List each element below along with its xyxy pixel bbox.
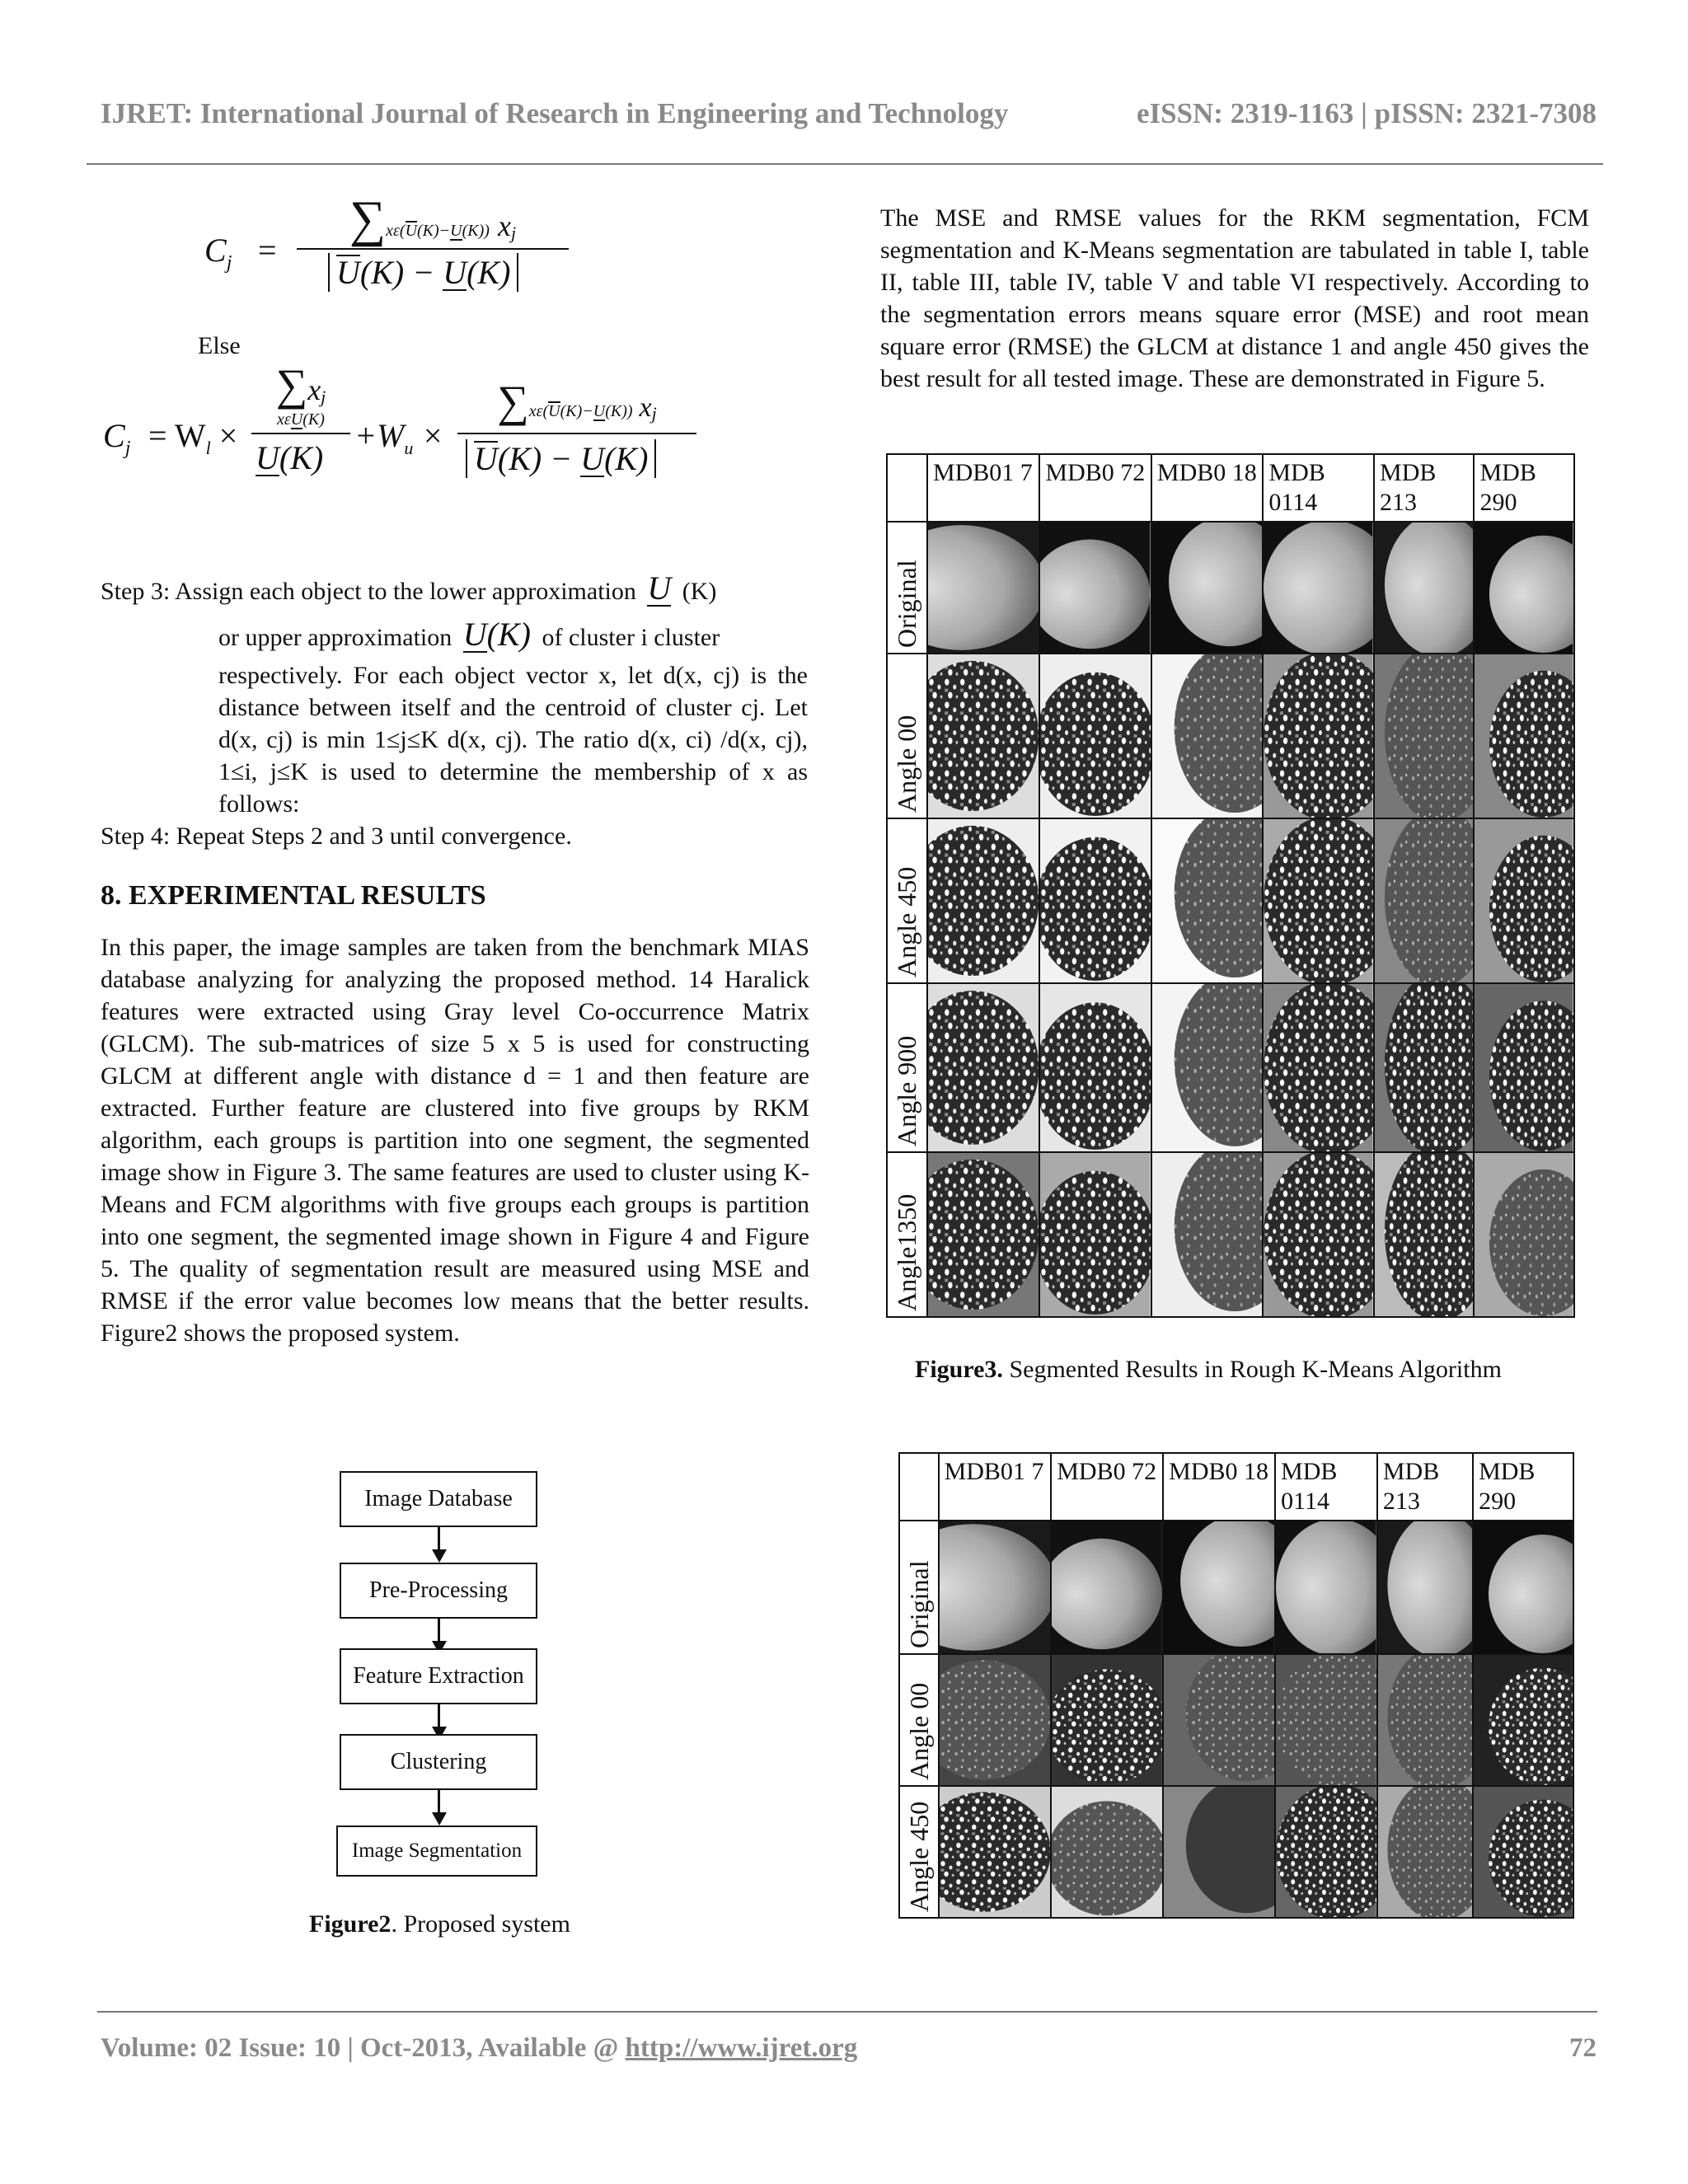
- segmented-image: [927, 983, 1039, 1152]
- step3-upper-tail: of cluster i cluster: [542, 624, 720, 651]
- row-label: Angle 450: [887, 818, 927, 983]
- row-label: Angle 00: [899, 1654, 939, 1786]
- row-label: Angle 450: [899, 1786, 939, 1918]
- flow-box-image-database: Image Database: [340, 1471, 537, 1527]
- mammogram-image: [939, 1521, 1052, 1654]
- row-label: Original: [887, 522, 927, 654]
- col-header: MDB0 18: [1163, 1453, 1275, 1521]
- segmented-image: [927, 654, 1039, 818]
- flow-box-pre-processing: Pre-Processing: [340, 1563, 537, 1619]
- else-label: Else: [198, 332, 241, 359]
- segmented-image: [1374, 983, 1474, 1152]
- mammogram-image: [1263, 522, 1374, 654]
- flow-box-clustering: Clustering: [340, 1734, 537, 1790]
- running-header: [101, 97, 1597, 130]
- segmented-image: [1374, 654, 1474, 818]
- journal-title: IJRET: International Journal of Research in Engineering and Technology: [101, 97, 1009, 129]
- segmented-image: [1263, 654, 1374, 818]
- mammogram-image: [1474, 522, 1574, 654]
- table-row: [899, 1786, 1573, 1918]
- table-row: [887, 522, 1574, 654]
- section-heading: 8. EXPERIMENTAL RESULTS: [101, 880, 486, 911]
- journal-link[interactable]: http://www.ijret.org: [625, 2033, 858, 2063]
- segmented-image: [1473, 1654, 1573, 1786]
- segmented-image: [1377, 1786, 1473, 1918]
- running-footer: [101, 2033, 1597, 2064]
- step3-tail: (K): [682, 578, 717, 605]
- segmented-image: [1151, 1152, 1264, 1317]
- segmented-image: [1051, 1654, 1163, 1786]
- col-header: MDB0 18: [1151, 454, 1264, 522]
- header-rule: [87, 163, 1603, 165]
- mammogram-image: [1473, 1521, 1573, 1654]
- page-number: 72: [1569, 2033, 1597, 2063]
- segmented-image: [1474, 983, 1574, 1152]
- col-header: MDB 290: [1474, 454, 1574, 522]
- mammogram-image: [1163, 1521, 1275, 1654]
- mammogram-image: [1275, 1521, 1377, 1654]
- col-header: MDB 213: [1374, 454, 1474, 522]
- figure3-table: [886, 453, 1575, 1318]
- segmented-image: [1163, 1654, 1275, 1786]
- col-header: MDB0 72: [1039, 454, 1151, 522]
- section-body: In this paper, the image samples are taken from the benchmark MIAS database analyzing for analyzing the proposed method. 14 Haralick features were extracted using Gray level Co-occurrence Matrix (GLCM). The sub-matrices of size 5 x 5 is used for constructing GLCM at different angle with distance d = 1 and then feature are extracted. Further feature are clustered into five groups by RKM algorithm, each groups is partition into one segment, the segmented image show in Figure 3. The same features are used to cluster using K- Means and FCM algorithms with five groups each groups is partition into one segment, the segmented image shown in Figure 4 and Figure 5. The quality of segmentation result are measured using MSE and RMSE if the error value becomes low means that the better results. Figure2 shows the proposed system.: [101, 934, 809, 1347]
- segmented-image: [939, 1654, 1052, 1786]
- arrow-down-icon: [432, 1549, 447, 1563]
- segmented-image: [1275, 1654, 1377, 1786]
- segmented-image: [1374, 818, 1474, 983]
- segmented-image: [1039, 983, 1151, 1152]
- step4: Step 4: Repeat Steps 2 and 3 until convergence.: [101, 823, 572, 850]
- mammogram-image: [1374, 522, 1474, 654]
- step3-line1: Step 3: Assign each object to the lower approximation U (K): [101, 569, 717, 607]
- col-header: MDB 213: [1377, 1453, 1473, 1521]
- mammogram-image: [1377, 1521, 1473, 1654]
- col-header: MDB 290: [1473, 1453, 1573, 1521]
- segmented-image: [1039, 818, 1151, 983]
- figure3-caption: Figure3. Segmented Results in Rough K-Means Algorithm: [915, 1356, 1502, 1383]
- col-header: MDB01 7: [927, 454, 1039, 522]
- col-header: MDB01 7: [939, 1453, 1052, 1521]
- table-row: [887, 818, 1574, 983]
- segmented-image: [1151, 818, 1264, 983]
- segmented-image: [1039, 1152, 1151, 1317]
- col-header: MDB0 72: [1051, 1453, 1163, 1521]
- row-label: Original: [899, 1521, 939, 1654]
- col-header: MDB 0114: [1275, 1453, 1377, 1521]
- segmented-image: [1473, 1786, 1573, 1918]
- segmented-image: [1474, 818, 1574, 983]
- issn: eISSN: 2319-1163 | pISSN: 2321-7308: [1136, 97, 1597, 129]
- figure4-table: [898, 1452, 1574, 1919]
- segmented-image: [1151, 654, 1264, 818]
- equation-centroid-combined: $C_j$ = $W_l$ × $\sum x_j$ xεU(K) U(K) $+W_u$ × ∑xε(U(K)−U(K)) $x_j$ U(K) − U(K): [103, 363, 696, 503]
- segmented-image: [927, 818, 1039, 983]
- step3-upper-label: or upper approximation: [218, 624, 452, 651]
- segmented-image: [1151, 983, 1264, 1152]
- segmented-image: [927, 1152, 1039, 1317]
- row-label: Angle 900: [887, 983, 927, 1152]
- segmented-image: [1474, 1152, 1574, 1317]
- footer-volume: Volume: 02 Issue: 10 | Oct-2013, Available @ http://www.ijret.org: [101, 2033, 858, 2063]
- figure2-caption: Figure2. Proposed system: [309, 1910, 570, 1938]
- arrow-down-icon: [432, 1812, 447, 1825]
- table-row: [887, 1152, 1574, 1317]
- table-row: [887, 983, 1574, 1152]
- segmented-image: [1377, 1654, 1473, 1786]
- footer-rule: [97, 2011, 1597, 2013]
- segmented-image: [939, 1786, 1052, 1918]
- mammogram-image: [1051, 1521, 1163, 1654]
- col-header: MDB 0114: [1263, 454, 1374, 522]
- flow-box-image-segmentation: Image Segmentation: [336, 1825, 537, 1877]
- mammogram-image: [927, 522, 1039, 654]
- segmented-image: [1163, 1786, 1275, 1918]
- mammogram-image: [1151, 522, 1264, 654]
- step3-line2: or upper approximation U(K) of cluster i cluster: [218, 616, 720, 653]
- mammogram-image: [1039, 522, 1151, 654]
- row-label: Angle 00: [887, 654, 927, 818]
- segmented-image: [1263, 818, 1374, 983]
- equation-centroid-upper: $C_j$ = ∑xε(U(K)−U(K)) $x_j$ U(K) − U(K): [204, 194, 567, 301]
- segmented-image: [1374, 1152, 1474, 1317]
- segmented-image: [1263, 1152, 1374, 1317]
- table-row: [899, 1521, 1573, 1654]
- segmented-image: [1263, 983, 1374, 1152]
- table-row: [887, 654, 1574, 818]
- step3-text: Step 3: Assign each object to the lower approximation: [101, 578, 636, 605]
- flow-box-feature-extraction: Feature Extraction: [340, 1648, 537, 1704]
- table-row: [899, 1654, 1573, 1786]
- segmented-image: [1275, 1786, 1377, 1918]
- right-paragraph: The MSE and RMSE values for the RKM segmentation, FCM segmentation and K-Means segmentation are tabulated in table I, table II, table III, table IV, table V and table VI respectively. According to the segmentation errors means square error (MSE) and root mean square error (RMSE) the GLCM at distance 1 and angle 450 gives the best result for all tested image. These are demonstrated in Figure 5.: [880, 204, 1589, 392]
- segmented-image: [1051, 1786, 1163, 1918]
- row-label: Angle1350: [887, 1152, 927, 1317]
- segmented-image: [1039, 654, 1151, 818]
- segmented-image: [1474, 654, 1574, 818]
- step3-rest: respectively. For each object vector x, let d(x, cj) is the distance between itself and the centroid of cluster cj. Let d(x, cj) is min 1≤j≤K d(x, cj). The ratio d(x, ci) /d(x, cj), 1≤i, j≤K is used to determine the membership of x as follows:: [218, 662, 808, 818]
